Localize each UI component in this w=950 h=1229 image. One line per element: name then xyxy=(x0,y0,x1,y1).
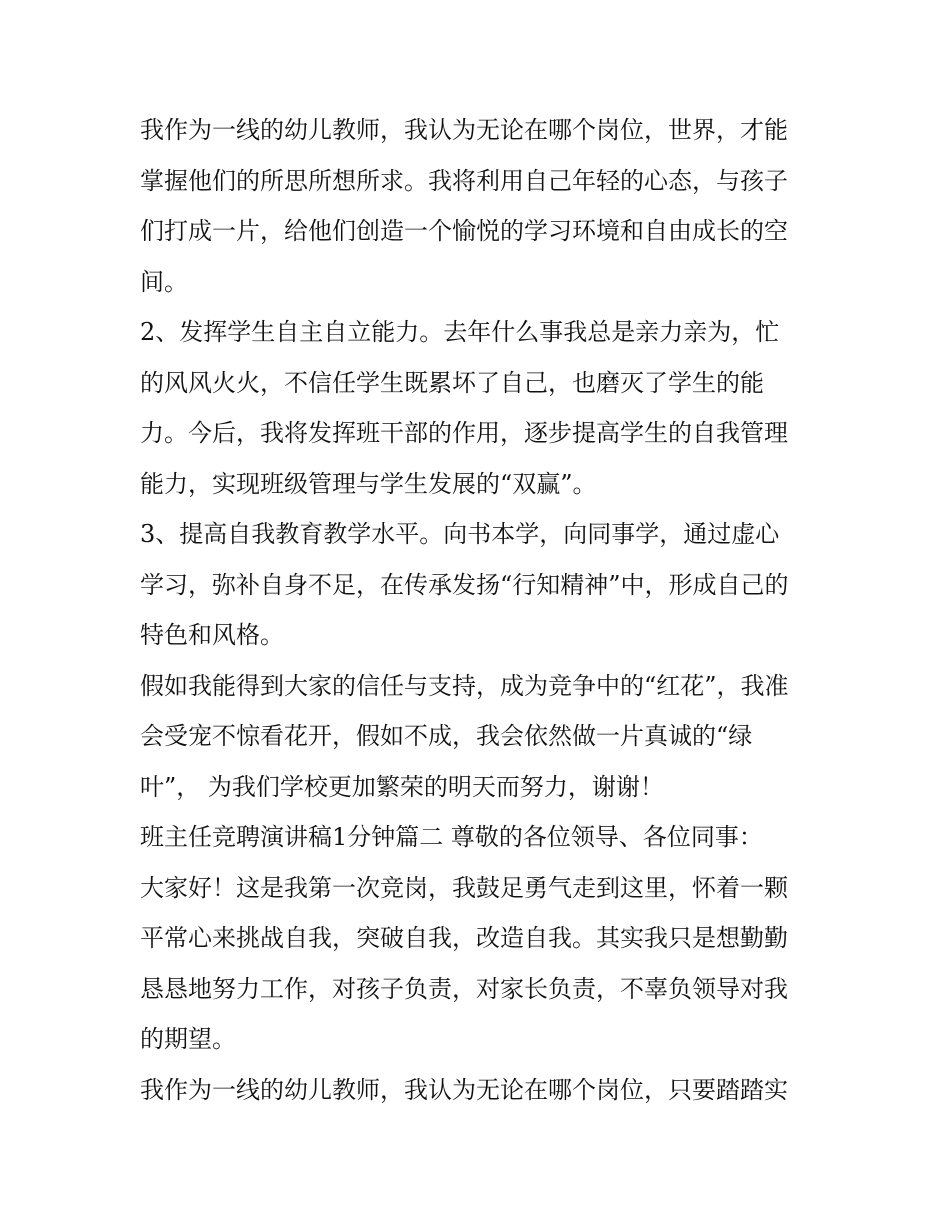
text-line: 特色和风格。 xyxy=(140,621,284,649)
text-line: 2、发挥学生自主自立能力。去年什么事我总是亲力亲为，忙 xyxy=(140,318,780,346)
text-line: 的期望。 xyxy=(140,1025,236,1053)
text-line: 我作为一线的幼儿教师，我认为无论在哪个岗位，世界，才能 xyxy=(140,116,788,144)
text-line: 班主任竞聘演讲稿1分钟篇二 尊敬的各位领导、各位同事： xyxy=(140,823,763,851)
text-line: 假如我能得到大家的信任与支持，成为竞争中的“红花”，我准 xyxy=(140,671,789,700)
text-line: 的风风火火，不信任学生既累坏了自己，也磨灭了学生的能 xyxy=(140,368,764,397)
text-line: 间。 xyxy=(140,267,188,296)
text-line: 能力，实现班级管理与学生发展的“双赢”。 xyxy=(140,469,597,498)
text-line: 会受宠不惊看花开，假如不成，我会依然做一片真诚的“绿 xyxy=(140,722,753,750)
text-line: 力。今后，我将发挥班干部的作用，逐步提高学生的自我管理 xyxy=(140,419,788,447)
text-line: 平常心来挑战自我，突破自我，改造自我。其实我只是想勤勤 xyxy=(140,924,788,952)
text-line: 3、提高自我教育教学水平。向书本学，向同事学，通过虚心 xyxy=(140,520,780,548)
text-line: 们打成一片，给他们创造一个愉悦的学习环境和自由成长的空 xyxy=(140,217,788,245)
text-line: 我作为一线的幼儿教师，我认为无论在哪个岗位，只要踏踏实 xyxy=(140,1075,788,1104)
text-line: 恳恳地努力工作，对孩子负责，对家长负责，不辜负领导对我 xyxy=(140,974,788,1003)
document-body xyxy=(140,105,820,1115)
text-line: 叶”， 为我们学校更加繁荣的明天而努力，谢谢！ xyxy=(140,772,664,801)
text-line: 大家好！这是我第一次竞岗，我鼓足勇气走到这里，怀着一颗 xyxy=(140,873,788,902)
text-line: 学习，弥补自身不足，在传承发扬“行知精神”中，形成自己的 xyxy=(140,570,789,599)
text-line: 掌握他们的所思所想所求。我将利用自己年轻的心态，与孩子 xyxy=(140,166,788,195)
